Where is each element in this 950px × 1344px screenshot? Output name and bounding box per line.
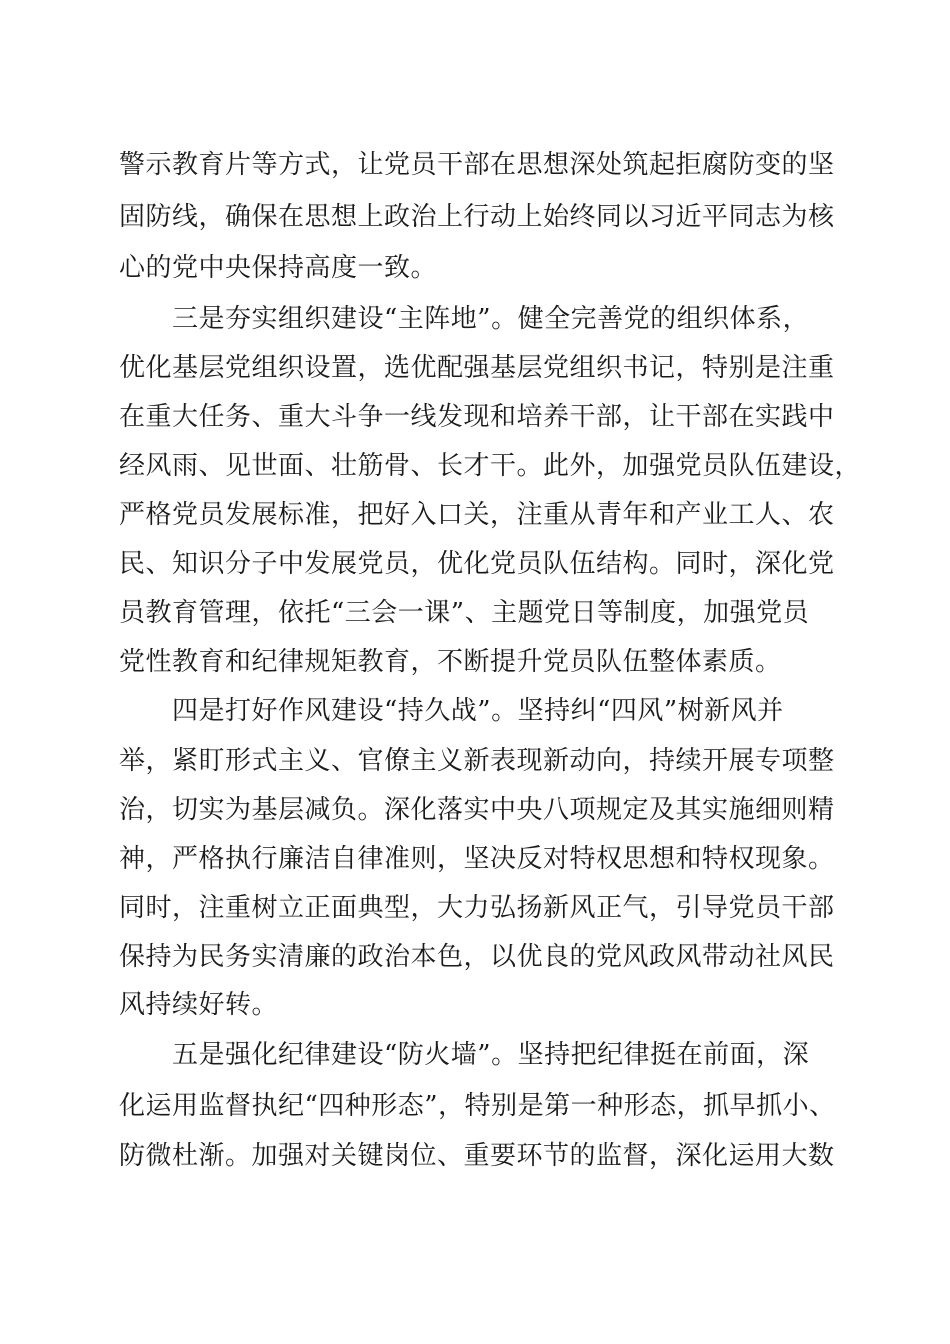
text-line: 优化基层党组织设置，选优配强基层党组织书记，特别是注重 — [119, 353, 835, 383]
text-line: 化运用监督执纪“四种形态”，特别是第一种形态，抓早抓小、 — [119, 1091, 836, 1121]
paragraph-start-line: 五是强化纪律建设“防火墙”。坚持把纪律挺在前面，深 — [172, 1040, 810, 1070]
text-line: 保持为民务实清廉的政治本色，以优良的党风政风带动社风民 — [119, 942, 835, 972]
text-line: 举，紧盯形式主义、官僚主义新表现新动向，持续开展专项整 — [119, 746, 835, 776]
paragraph-start-line: 三是夯实组织建设“主阵地”。健全完善党的组织体系， — [172, 304, 810, 334]
text-line: 防微杜渐。加强对关键岗位、重要环节的监督，深化运用大数 — [119, 1141, 835, 1171]
text-line: 同时，注重树立正面典型，大力弘扬新风正气，引导党员干部 — [119, 893, 835, 923]
text-line: 严格党员发展标准，把好入口关，注重从青年和产业工人、农 — [119, 500, 835, 530]
text-line: 神，严格执行廉洁自律准则，坚决反对特权思想和特权现象。 — [119, 844, 835, 874]
text-line: 警示教育片等方式，让党员干部在思想深处筑起拒腐防变的坚 — [119, 150, 835, 180]
text-line: 经风雨、见世面、壮筋骨、长才干。此外，加强党员队伍建设， — [119, 451, 862, 481]
text-line: 风持续好转。 — [119, 990, 279, 1020]
text-line: 党性教育和纪律规矩教育，不断提升党员队伍整体素质。 — [119, 647, 782, 677]
paragraph-start-line: 四是打好作风建设“持久战”。坚持纠“四风”树新风并 — [172, 696, 784, 726]
text-line: 民、知识分子中发展党员，优化党员队伍结构。同时，深化党 — [119, 549, 835, 579]
text-line: 治，切实为基层减负。深化落实中央八项规定及其实施细则精 — [119, 795, 835, 825]
text-line: 在重大任务、重大斗争一线发现和培养干部，让干部在实践中 — [119, 402, 835, 432]
text-line: 员教育管理，依托“三会一课”、主题党日等制度，加强党员 — [119, 598, 810, 628]
text-line: 固防线，确保在思想上政治上行动上始终同以习近平同志为核 — [119, 202, 835, 232]
text-line: 心的党中央保持高度一致。 — [119, 253, 438, 283]
